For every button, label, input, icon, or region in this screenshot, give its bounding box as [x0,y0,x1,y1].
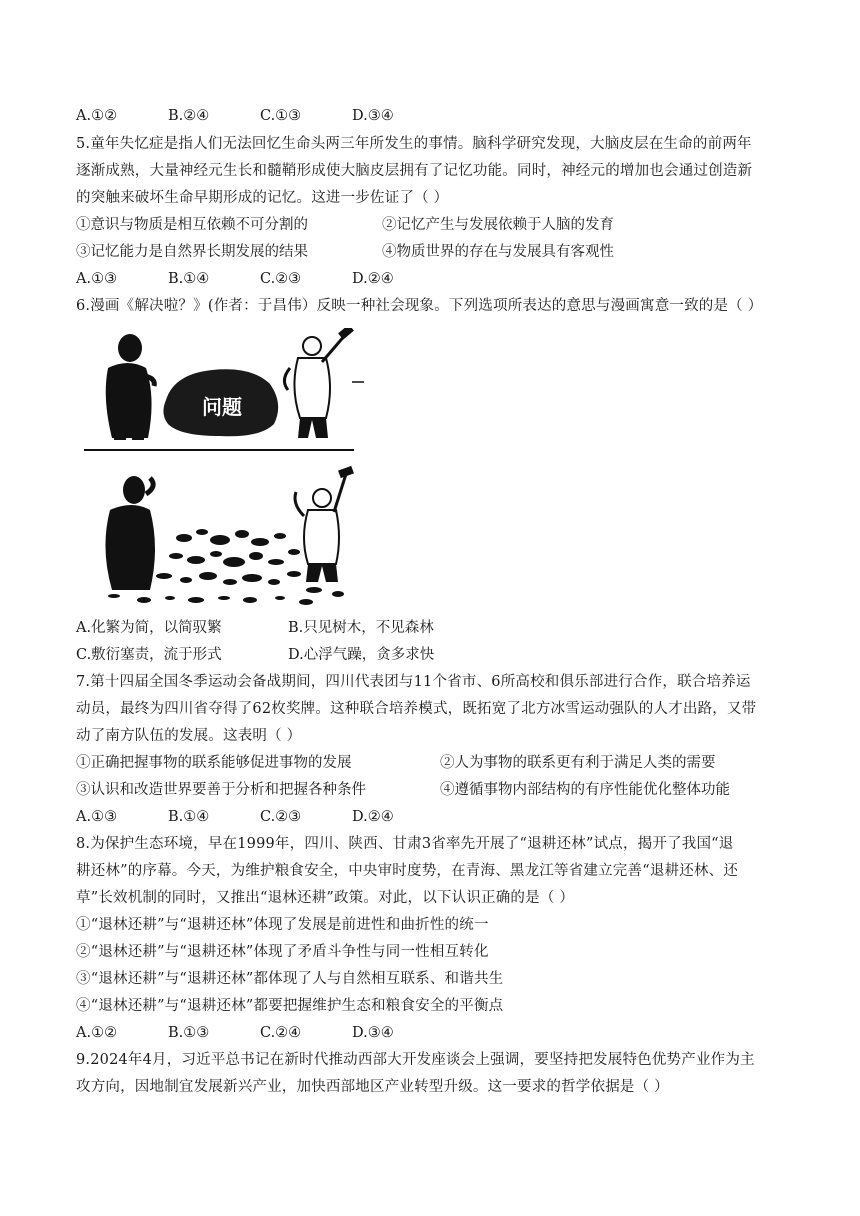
q6-options-row-2 [76,645,435,665]
q5-statements-row-1 [76,215,614,235]
q8-option-b: B.①③ [168,1025,210,1041]
q6-stem: 6.漫画《解决啦？》(作者：于昌伟）反映一种社会现象。下列选项所表达的意思与漫画寓意一致的是（ ） [76,298,763,314]
q5-option-a: A.①③ [76,271,118,287]
cartoon-worker-figure-2 [295,466,354,582]
q5-option-b: B.①④ [168,271,210,287]
q7-option-b: B.①④ [168,809,210,825]
q7-statement-3: ③认识和改造世界要善于分析和把握各种条件 [76,782,366,798]
q5-stem-line-2: 逐渐成熟，大量神经元生长和髓鞘形成使大脑皮层拥有了记忆功能。同时，神经元的增加也会通过创造新 [76,163,753,179]
q5-statement-1: ①意识与物质是相互依赖不可分割的 [76,217,308,233]
q7-statement-1: ①正确把握事物的联系能够促进事物的发展 [76,755,352,771]
q7-stem-line-2: 动员，最终为四川省夺得了62枚奖牌。这种联合培养模式，既拓宽了北方冰雪运动强队的人才出路，又带 [76,701,757,717]
q5-statements-row-2 [76,242,614,262]
q6-option-b: B.只见树木，不见森林 [288,620,434,636]
cartoon-official-figure [106,334,155,440]
q7-statement-2: ②人为事物的联系更有利于满足人类的需要 [440,755,716,771]
q6-option-a: A.化繁为简，以简驭繁 [76,620,222,636]
q8-statement-1: ①“退林还耕”与“退耕还林”体现了发展是前进性和曲折性的统一 [76,917,489,933]
q7-statements-row-2 [76,780,730,800]
q7-option-c: C.②③ [260,809,302,825]
q4-option-c: C.①③ [260,108,302,124]
q6-option-c: C.敷衍塞责，流于形式 [76,647,222,663]
q8-stem-line-2: 耕还林”的序幕。今天，为维护粮食安全，中央审时度势，在青海、黑龙江等省建立完善“退耕还林、还 [76,863,739,879]
q6-options-row-1 [76,618,434,638]
q4-option-a: A.①② [76,108,118,124]
q4-option-d: D.③④ [352,108,394,124]
q7-options [76,807,444,827]
q4-option-b: B.②④ [168,108,210,124]
q7-statements-row-1 [76,753,716,773]
q6-option-d: D.心浮气躁，贪多求快 [288,647,435,663]
q9-stem-line-1: 9.2024年4月，习近平总书记在新时代推动西部大开发座谈会上强调，要坚持把发展特色优势产业作为主 [76,1052,755,1068]
q5-statement-3: ③记忆能力是自然界长期发展的结果 [76,244,308,260]
q6-cartoon [84,328,374,610]
cartoon-bottom-panel [105,466,353,605]
q8-stem-line-1: 8.为保护生态环境，早在1999年，四川、陕西、甘肃3省率先开展了“退耕还林”试点，揭开了我国“退 [76,836,734,852]
q5-option-c: C.②③ [260,271,302,287]
q8-statement-3: ③“退林还耕”与“退耕还林”都体现了人与自然相互联系、和谐共生 [76,971,504,987]
q8-option-c: C.②④ [260,1025,302,1041]
q5-stem-line-1: 5.童年失忆症是指人们无法回忆生命头两三年所发生的事情。脑科学研究发现，大脑皮层在生命的前两年 [76,136,752,152]
cartoon-worker-figure [284,328,364,438]
q5-statement-2: ②记忆产生与发展依赖于人脑的发育 [382,217,614,233]
q8-stem-line-3: 草”长效机制的同时，又推出“退林还耕”政策。对此，以下认识正确的是（ ） [76,890,575,906]
q7-option-a: A.①③ [76,809,118,825]
q7-stem-line-3: 动了南方队伍的发展。这表明（ ） [76,728,302,744]
q9-stem-line-2: 攻方向，因地制宜发展新兴产业，加快西部地区产业转型升级。这一要求的哲学依据是（ ） [76,1079,669,1095]
q5-statement-4: ④物质世界的存在与发展具有客观性 [382,244,614,260]
q8-statement-2: ②“退林还耕”与“退耕还林”体现了矛盾斗争性与同一性相互转化 [76,944,489,960]
q8-option-d: D.③④ [352,1025,394,1041]
q5-option-d: D.②④ [352,271,394,287]
cartoon-problem-rock [163,369,278,436]
cartoon-rock-label: 问题 [202,395,242,419]
q5-options [76,269,444,289]
q4-options [76,106,444,126]
q7-statement-4: ④遵循事物内部结构的有序性能优化整体功能 [440,782,730,798]
q8-statement-4: ④“退林还耕”与“退耕还林”都要把握维护生态和粮食安全的平衡点 [76,998,504,1014]
q7-option-d: D.②④ [352,809,394,825]
q7-stem-line-1: 7.第十四届全国冬季运动会备战期间，四川代表团与11个省市、6所高校和俱乐部进行合作，联合培养运 [76,674,751,690]
q8-options [76,1023,444,1043]
q5-stem-line-3: 的突触来破坏生命早期形成的记忆。这进一步佐证了（ ） [76,190,449,206]
cartoon-top-panel [106,328,364,440]
cartoon-official-figure-2 [105,476,155,590]
q8-option-a: A.①② [76,1025,118,1041]
